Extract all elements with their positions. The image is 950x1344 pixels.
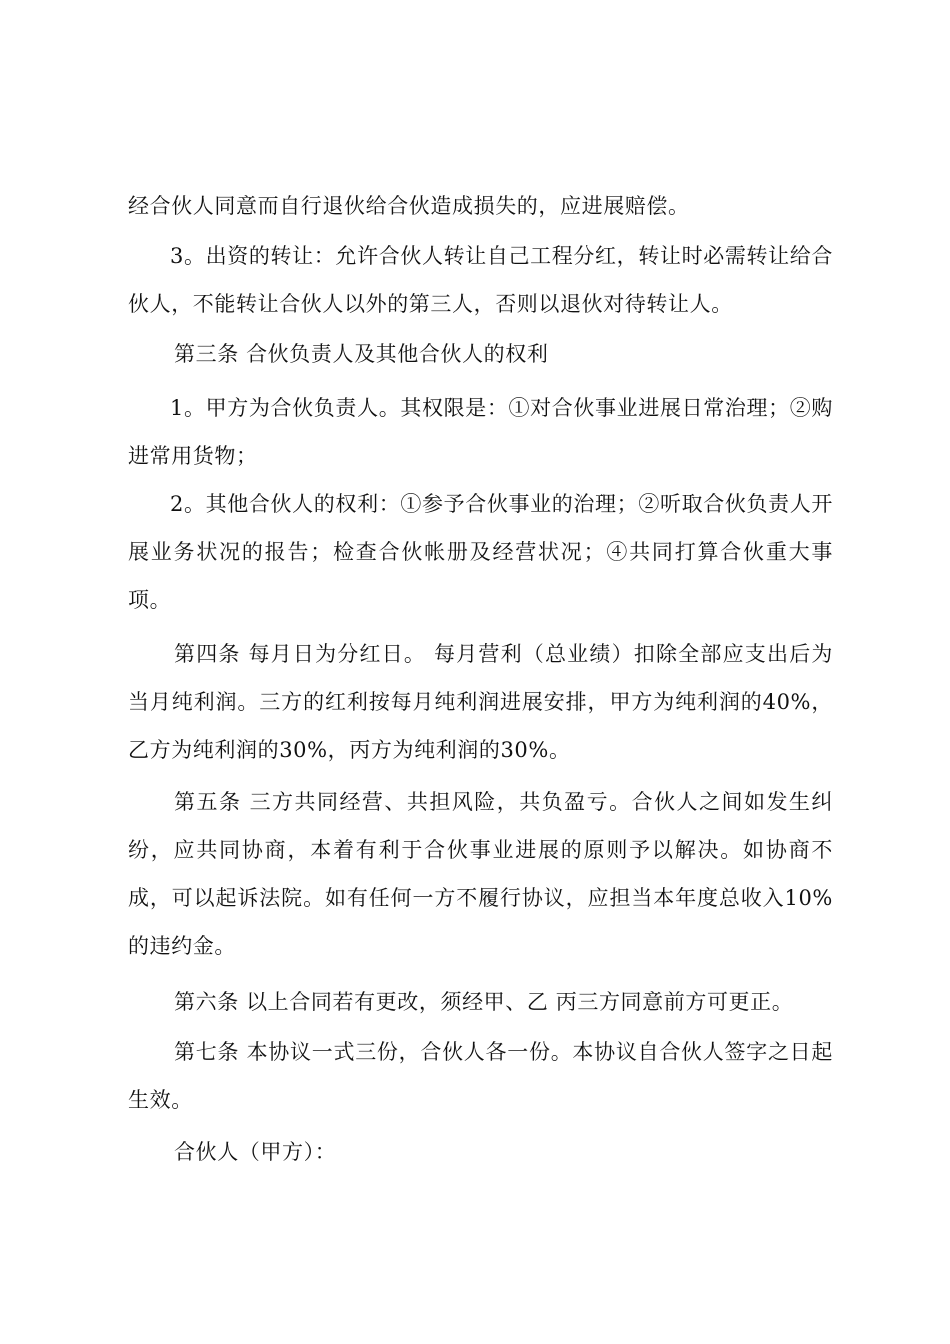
article-3-item-2: 2。其他合伙人的权利：①参予合伙事业的治理；②听取合伙负责人开展业务状况的报告；检查合伙帐册及经营状况；④共同打算合伙重大事项。 — [128, 492, 833, 612]
article-3-item-1: 1。甲方为合伙负责人。其权限是：①对合伙事业进展日常治理；②购进常用货物； — [128, 396, 833, 468]
paragraph-continuation: 经合伙人同意而自行退伙给合伙造成损失的，应进展赔偿。 — [128, 194, 690, 218]
article-6: 第六条 以上合同若有更改，须经甲、乙 丙三方同意前方可更正。 — [174, 990, 794, 1014]
partner-signature-label: 合伙人（甲方）： — [174, 1140, 337, 1164]
article-3-heading: 第三条 合伙负责人及其他合伙人的权利 — [174, 342, 549, 366]
paragraph-capital-transfer: 3。出资的转让：允许合伙人转让自己工程分红，转让时必需转让给合伙人，不能转让合伙人以外的第三人，否则以退伙对待转让人。 — [128, 244, 833, 316]
article-7: 第七条 本协议一式三份，合伙人各一份。本协议自合伙人签字之日起生效。 — [128, 1040, 833, 1112]
article-4: 第四条 每月日为分红日。 每月营利（总业绩）扣除全部应支出后为当月纯利润。三方的红利按每月纯利润进展安排，甲方为纯利润的40%，乙方为纯利润的30%，丙方为纯利润的30%。 — [128, 642, 833, 762]
article-5: 第五条 三方共同经营、共担风险，共负盈亏。合伙人之间如发生纠纷，应共同协商，本着有利于合伙事业进展的原则予以解决。如协商不成，可以起诉法院。如有任何一方不履行协议，应担当本年度总收入10%的违约金。 — [128, 790, 833, 958]
